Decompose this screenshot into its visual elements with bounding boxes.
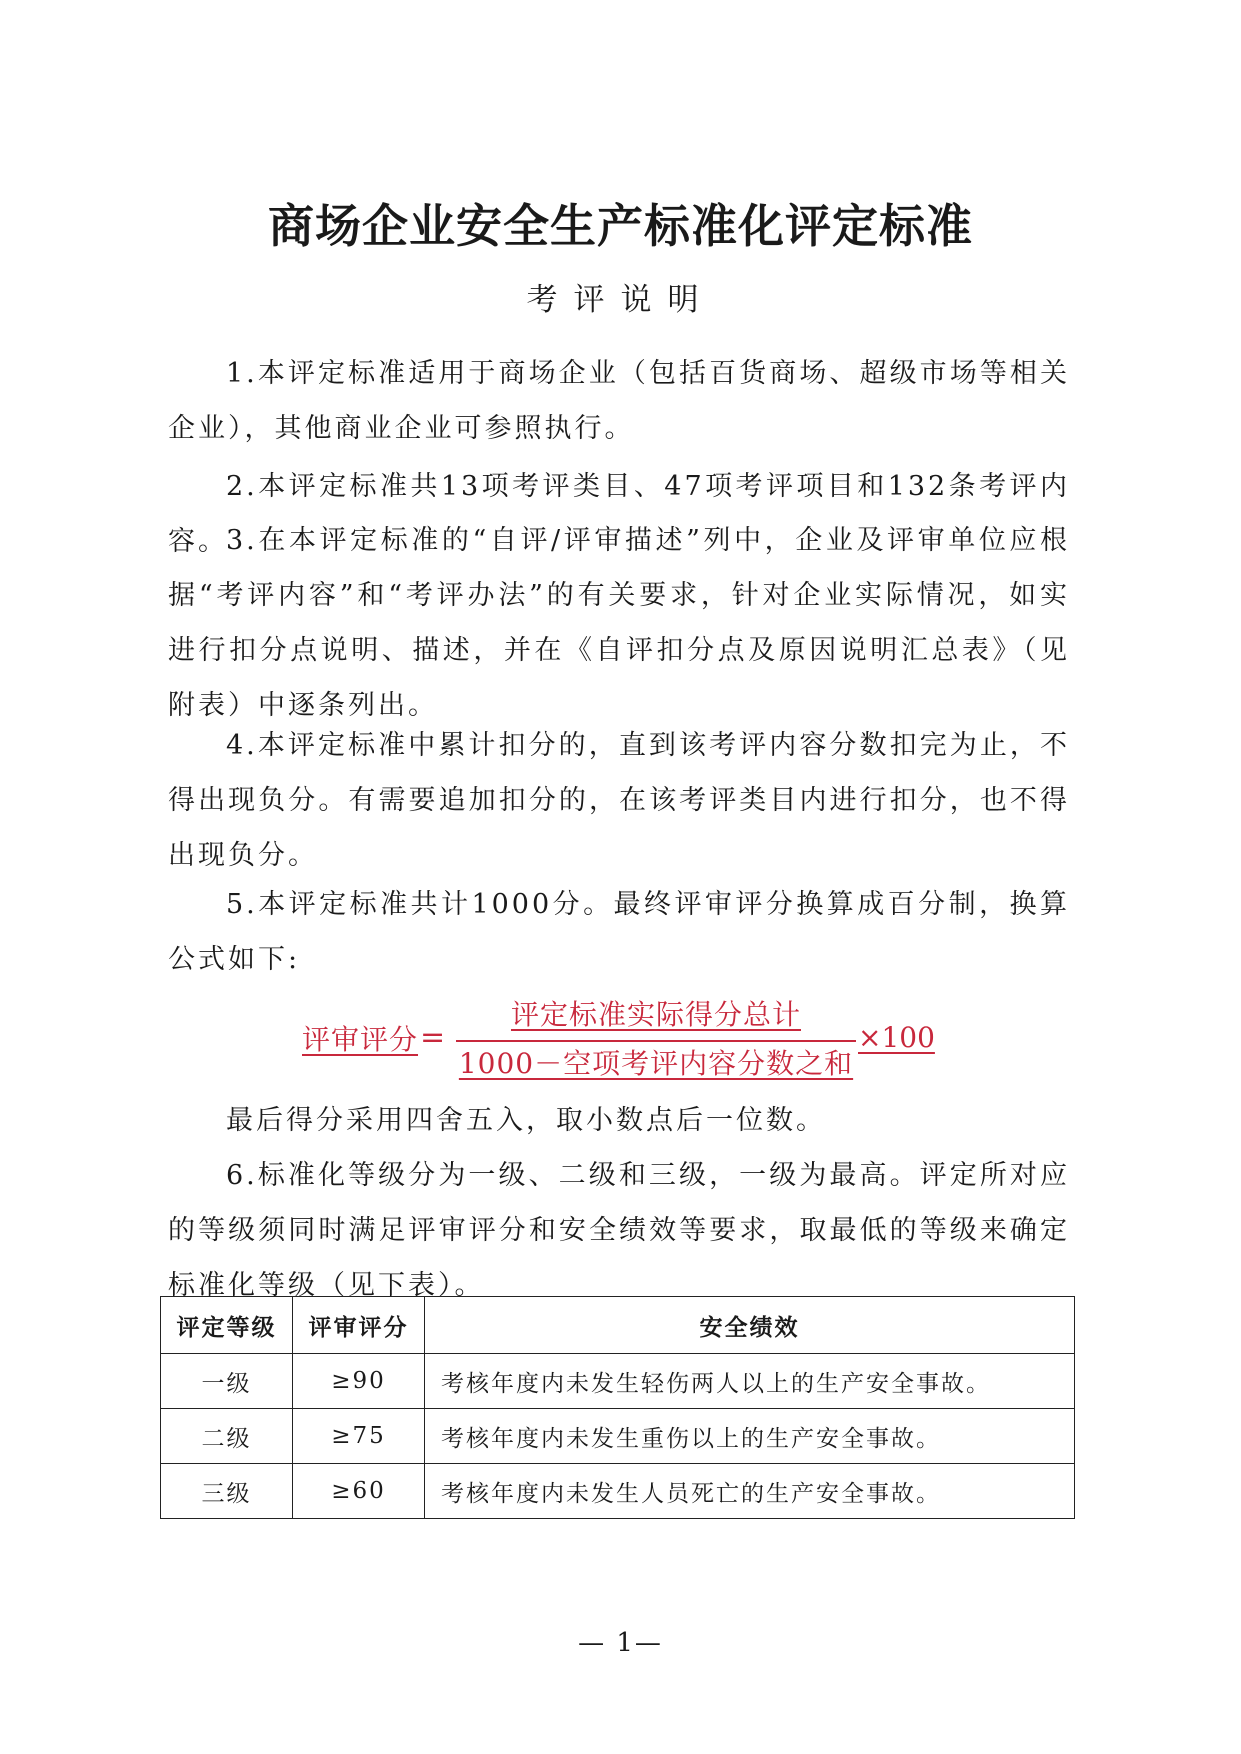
table-row <box>161 1464 1075 1519</box>
formula-numerator: 评定标准实际得分总计 <box>510 998 801 1031</box>
document-title: 商场企业安全生产标准化评定标准 <box>268 199 973 253</box>
grade-table <box>160 1296 1075 1519</box>
cell-safety: 考核年度内未发生重伤以上的生产安全事故。 <box>425 1409 1075 1464</box>
formula-equals: = <box>420 1020 446 1055</box>
header-safety: 安全绩效 <box>425 1297 1075 1354</box>
table-row <box>161 1354 1075 1409</box>
paragraph-6: 6.标准化等级分为一级、二级和三级，一级为最高。评定所对应的等级须同时满足评审评分和安全绩效等要求，取最低的等级来确定标准化等级（见下表）。 <box>168 1160 1070 1301</box>
section-subtitle: 考评说明 <box>526 282 715 318</box>
formula-denominator: 1000－空项考评内容分数之和 <box>458 1047 854 1080</box>
cell-grade: 三级 <box>161 1464 293 1519</box>
paragraph-2: 2.本评定标准共13项考评类目、47项考评项目和132条考评内容。 <box>168 471 1070 557</box>
header-score: 评审评分 <box>293 1297 425 1354</box>
paragraph-1: 1.本评定标准适用于商场企业（包括百货商场、超级市场等相关企业），其他商业企业可参照执行。 <box>168 358 1070 444</box>
paragraph-5: 5.本评定标准共计1000分。最终评审评分换算成百分制，换算公式如下: <box>168 889 1070 975</box>
cell-score: ≥75 <box>293 1409 425 1464</box>
formula-fraction-bar <box>456 1040 856 1042</box>
cell-grade: 一级 <box>161 1354 293 1409</box>
cell-safety: 考核年度内未发生轻伤两人以上的生产安全事故。 <box>425 1354 1075 1409</box>
formula-multiplier: ×100 <box>858 1021 935 1054</box>
header-grade: 评定等级 <box>161 1297 293 1354</box>
cell-score: ≥60 <box>293 1464 425 1519</box>
paragraph-rounding: 最后得分采用四舍五入，取小数点后一位数。 <box>226 1105 826 1136</box>
paragraph-4: 4.本评定标准中累计扣分的，直到该考评内容分数扣完为止，不得出现负分。有需要追加扣分的，在该考评类目内进行扣分，也不得出现负分。 <box>168 730 1070 871</box>
cell-score: ≥90 <box>293 1354 425 1409</box>
paragraph-3: 3.在本评定标准的“自评/评审描述”列中，企业及评审单位应根据“考评内容”和“考评办法”的有关要求，针对企业实际情况，如实进行扣分点说明、描述，并在《自评扣分点及原因说明汇总表》（见附表）中逐条列出。 <box>168 525 1070 721</box>
table-header-row <box>161 1297 1075 1354</box>
score-formula <box>0 998 1241 1090</box>
cell-grade: 二级 <box>161 1409 293 1464</box>
cell-safety: 考核年度内未发生人员死亡的生产安全事故。 <box>425 1464 1075 1519</box>
table-row <box>161 1409 1075 1464</box>
formula-lhs: 评审评分 <box>302 1023 419 1056</box>
page-number: — 1— <box>578 1628 663 1658</box>
